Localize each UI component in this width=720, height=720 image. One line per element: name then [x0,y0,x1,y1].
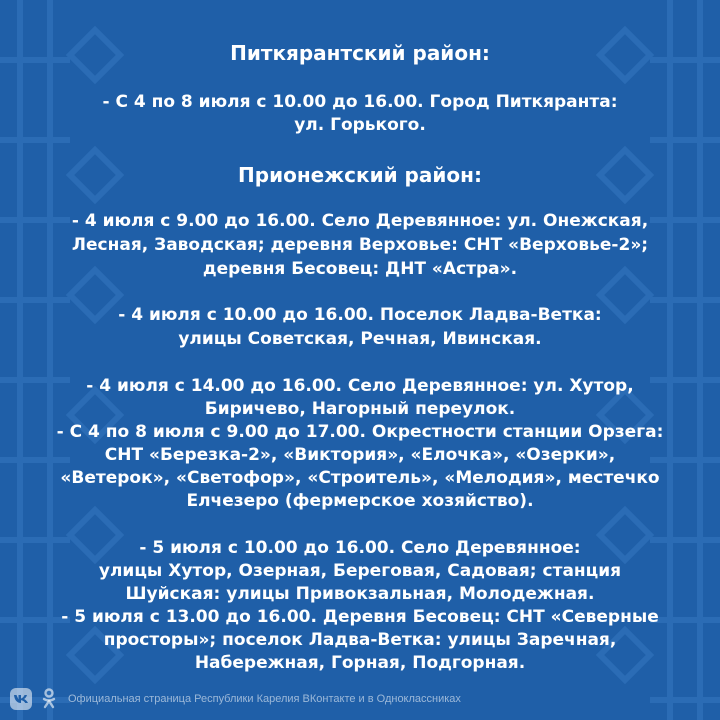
footer-caption: Официальная страница Республики Карелия ВКонтакте и в Одноклассниках [68,693,461,705]
text-line: - 4 июля с 9.00 до 16.00. Село Деревянное: ул. Онежская, [71,211,649,231]
text-line: - С 4 по 8 июля с 10.00 до 16.00. Город Питкяранта: [102,92,618,112]
text-line: - 5 июля с 10.00 до 16.00. Село Деревянное: [139,538,581,558]
text-line: ул. Горького. [294,115,426,135]
text-line: просторы»; поселок Ладва-Ветка: улицы Заречная, [103,630,617,650]
heading-pitkyaranta: Питкярантский район: [230,41,490,65]
text-line: улицы Советская, Речная, Ивинская. [178,329,542,349]
vk-logo-icon[interactable] [10,688,32,710]
text-line: - 4 июля с 14.00 до 16.00. Село Деревянное: ул. Хутор, [86,376,634,396]
text-line: улицы Хутор, Озерная, Береговая, Садовая; станция [98,561,622,581]
footer [10,686,461,712]
text-line: Набережная, Горная, Подгорная. [194,653,526,673]
text-line: СНТ «Березка-2», «Виктория», «Елочка», «Озерки», [104,445,616,465]
text-line: Елчезеро (фермерское хозяйство). [186,491,534,511]
heading-prionezhsky: Прионежский район: [238,163,482,187]
text-line: Лесная, Заводская; деревня Верховье: СНТ «Верховье-2»; [71,235,649,255]
text-line: Биричево, Нагорный переулок. [204,399,516,419]
text-line: Шуйская: улицы Привокзальная, Молодежная. [125,584,595,604]
text-line: - С 4 по 8 июля с 9.00 до 17.00. Окрестности станции Орзега: [56,422,664,442]
odnoklassniki-logo-icon[interactable] [40,688,58,710]
text-line: «Ветерок», «Светофор», «Строитель», «Мелодия», местечко [60,468,660,488]
text-line: - 5 июля с 13.00 до 16.00. Деревня Бесовец: СНТ «Северные [61,607,659,627]
text-line: - 4 июля с 10.00 до 16.00. Поселок Ладва-Ветка: [118,305,602,325]
text-line: деревня Бесовец: ДНТ «Астра». [202,259,518,279]
